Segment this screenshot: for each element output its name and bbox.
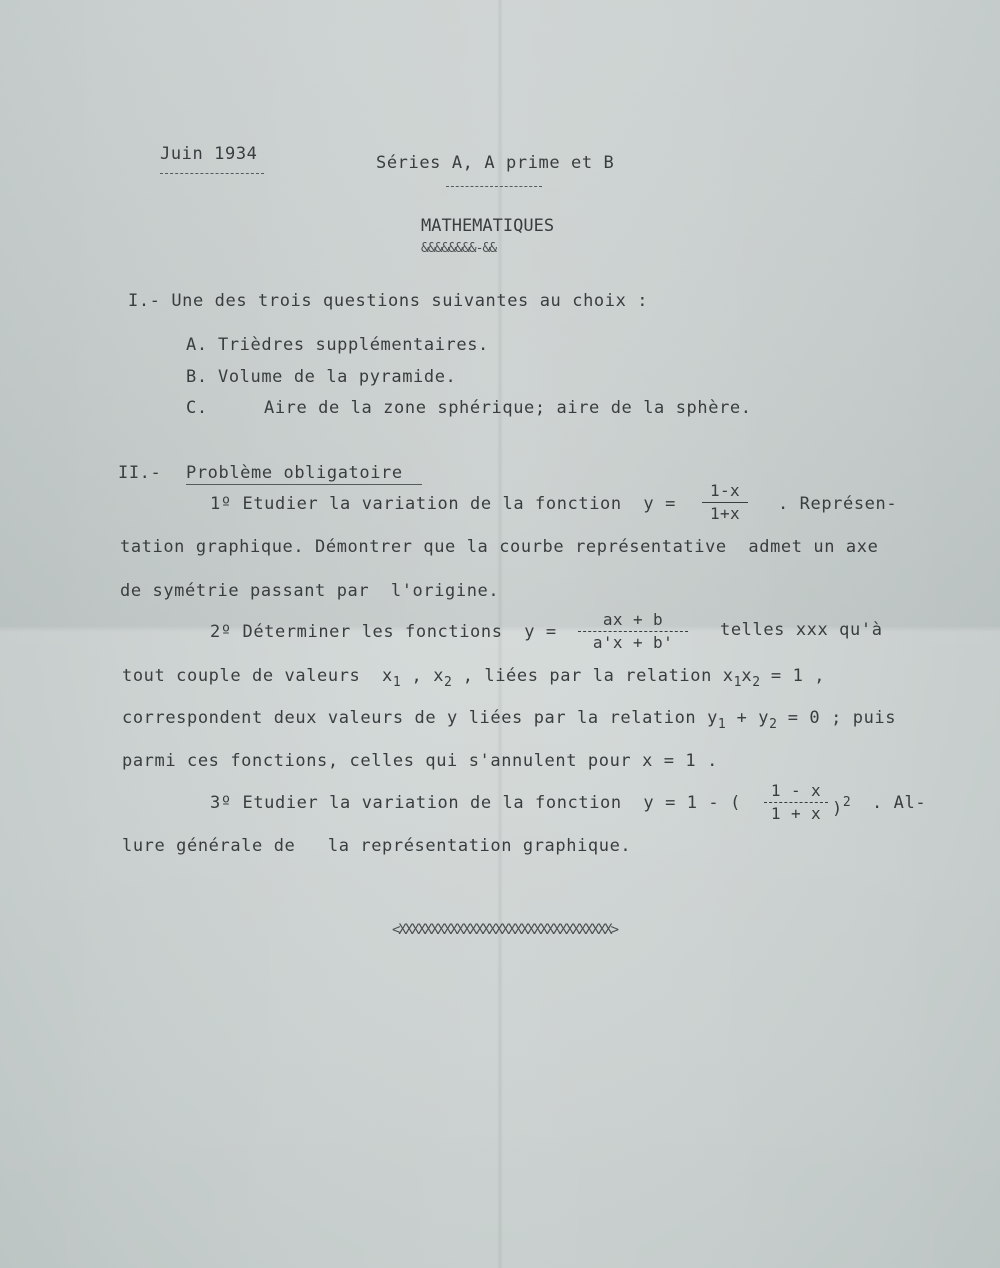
q3-close: ) (832, 799, 843, 819)
exam-series-underline (446, 186, 542, 187)
q1-fraction-denominator: 1+x (709, 504, 741, 523)
q3-exponent: 2 (842, 795, 851, 810)
q1-fraction (702, 482, 748, 523)
q2-line2-b: , x (400, 666, 445, 686)
exam-series: Séries A, A prime et B (376, 153, 615, 173)
q1-line2: tation graphique. Démontrer que la courbe représentative admet un axe (120, 537, 879, 557)
q2-sub-x1: 1 (392, 675, 401, 690)
part2-heading-underline (186, 484, 422, 485)
subject-ornament: &&&&&&&&-&& (421, 241, 497, 256)
q3-fraction-numerator: 1 - x (770, 781, 822, 800)
q2-lead: 2º Déterminer les fonctions y = (210, 622, 557, 642)
closing-ornament: <XXXXXXXXXXXXXXXXXXXXXXXXXXXXXXXXX> (392, 922, 618, 938)
part1-item-c-letter: C. (186, 398, 208, 418)
q2-line2 (122, 666, 825, 693)
part1-item-b-text: Volume de la pyramide. (218, 367, 457, 387)
q2-fraction-bar (578, 631, 688, 632)
q2-tail: telles xxx qu'à (720, 620, 883, 640)
q2-line4: parmi ces fonctions, celles qui s'annulent pour x = 1 . (122, 751, 718, 771)
q3-fraction-bar (764, 802, 828, 803)
part2-numeral: II.- (118, 463, 162, 483)
q3-fraction-denominator: 1 + x (770, 804, 822, 823)
q3-line2: lure générale de la représentation graphique. (122, 836, 632, 856)
part1-heading: I.- Une des trois questions suivantes au choix : (128, 291, 649, 311)
q2-fraction-denominator: a'x + b' (592, 633, 674, 652)
q1-fraction-numerator: 1-x (709, 481, 741, 500)
q2-line2-c: , liées par la relation x (451, 666, 734, 686)
q3-lead: 3º Etudier la variation de la fonction y = 1 - ( (210, 793, 741, 813)
q2-line2-d: x (741, 666, 753, 686)
q2-line3-a: correspondent deux valeurs de y liées par la relation y (122, 708, 718, 728)
q3-close-paren (832, 793, 851, 819)
q1-line3: de symétrie passant par l'origine. (120, 581, 500, 601)
q2-line2-e: = 1 , (760, 666, 826, 686)
q3-tail: . Al- (872, 793, 927, 813)
q2-sub-y1: 1 (717, 717, 726, 732)
part1-item-a-text: Trièdres supplémentaires. (218, 335, 489, 355)
q2-line2-a: tout couple de valeurs x (122, 666, 393, 686)
part1-item-b-letter: B. (186, 367, 208, 387)
part2-heading: Problème obligatoire (186, 463, 403, 483)
exam-date-underline (160, 173, 264, 174)
part1-item-c-text: Aire de la zone sphérique; aire de la sphère. (264, 398, 752, 418)
q2-sub-y2: 2 (769, 717, 777, 732)
q1-tail: . Représen- (778, 494, 898, 514)
q2-line3-c: = 0 ; puis (776, 708, 897, 728)
q2-line3-b: + y (725, 708, 770, 728)
exam-subject: MATHEMATIQUES (421, 216, 555, 236)
part1-item-a-letter: A. (186, 335, 208, 355)
q1-lead: 1º Etudier la variation de la fonction y = (210, 494, 676, 514)
q1-fraction-bar (702, 502, 748, 503)
q2-line3 (122, 708, 896, 735)
q3-fraction (764, 782, 828, 823)
q2-fraction (578, 611, 688, 652)
exam-date: Juin 1934 (160, 144, 258, 164)
q2-sub-rel1: 1 (733, 675, 742, 690)
q2-sub-x2: 2 (444, 675, 452, 690)
q2-fraction-numerator: ax + b (602, 610, 664, 629)
q2-sub-rel2: 2 (752, 675, 761, 690)
